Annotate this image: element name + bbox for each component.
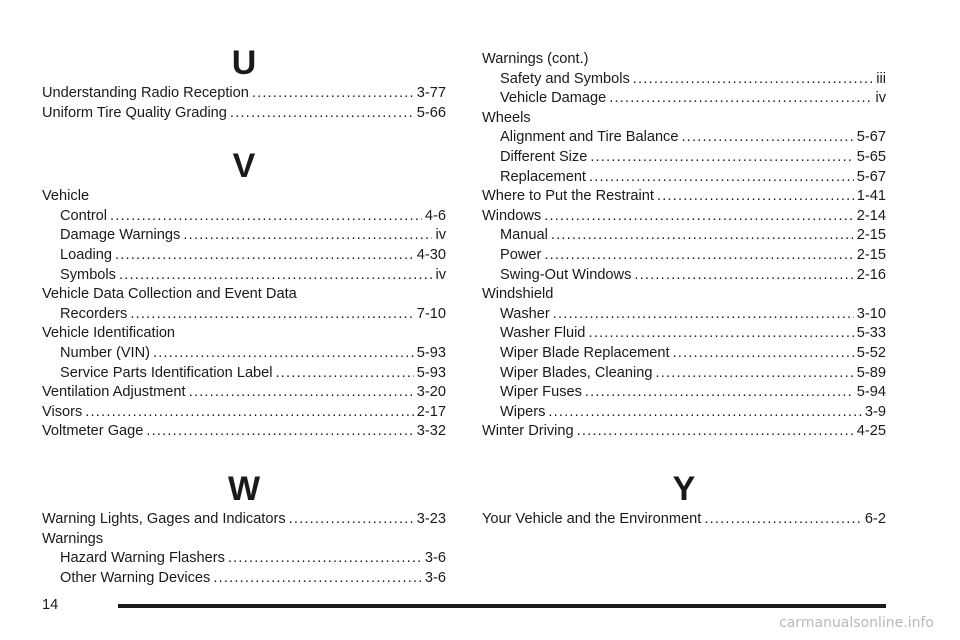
leader-dots	[590, 148, 853, 168]
section-letter: W	[227, 469, 261, 508]
index-entry	[42, 403, 446, 423]
entry-label: Wheels	[482, 109, 531, 126]
index-entry	[482, 510, 886, 530]
entry-page: 3-77	[416, 85, 446, 101]
entry-page: 4-25	[856, 423, 886, 440]
entry-label: Visors	[42, 403, 83, 420]
entry-label: Damage Warnings	[60, 227, 181, 244]
entry-label: Safety and Symbols	[500, 70, 630, 87]
entry-page: 5-93	[416, 364, 446, 381]
entry-page: 3-6	[424, 550, 446, 567]
entry-label: Wiper Blades, Cleaning	[500, 364, 653, 381]
entry-page: 7-10	[416, 305, 446, 322]
entry-page: 5-52	[856, 344, 886, 361]
index-section	[482, 470, 886, 530]
leader-dots	[289, 510, 414, 530]
leader-dots	[183, 226, 432, 246]
leader-dots	[213, 569, 422, 589]
index-entry	[482, 187, 886, 207]
index-entry	[42, 285, 446, 305]
leader-dots	[110, 207, 422, 227]
entry-label: Washer Fluid	[500, 325, 586, 342]
entry-page: 3-9	[864, 403, 886, 420]
index-entry	[42, 104, 446, 124]
entry-label: Service Parts Identification Label	[60, 364, 273, 381]
index-section	[42, 147, 446, 442]
entry-label: Uniform Tire Quality Grading	[42, 104, 227, 121]
entry-page: 1-41	[856, 188, 886, 205]
index-entry	[42, 549, 446, 569]
leader-dots	[577, 422, 854, 442]
entry-label: Understanding Radio Reception	[42, 85, 249, 101]
watermark[interactable]: carmanualsonline.info	[779, 615, 934, 631]
index-entry	[42, 530, 446, 550]
index-entry	[42, 266, 446, 286]
index-entry	[42, 344, 446, 364]
entry-label: Loading	[60, 246, 112, 263]
footer-rule	[118, 604, 886, 608]
entry-label: Where to Put the Restraint	[482, 188, 654, 205]
index-entry	[42, 383, 446, 403]
index-entry	[482, 422, 886, 442]
entry-label: Recorders	[60, 305, 128, 322]
entry-page: 3-10	[856, 305, 886, 322]
entry-label: Replacement	[500, 168, 586, 185]
leader-dots	[115, 246, 414, 266]
index-entry	[482, 246, 886, 266]
leader-dots	[189, 383, 414, 403]
index-entry	[42, 324, 446, 344]
index-entry	[42, 187, 446, 207]
entry-page: 5-89	[856, 364, 886, 381]
leader-dots	[657, 187, 854, 207]
entry-label: Warnings (cont.)	[482, 51, 589, 67]
index-entry	[42, 246, 446, 266]
index-entry	[42, 84, 446, 104]
leader-dots	[656, 364, 854, 384]
index-entry	[482, 168, 886, 188]
entry-label: Warning Lights, Gages and Indicators	[42, 510, 286, 527]
leader-dots	[704, 510, 862, 530]
leader-dots	[681, 128, 853, 148]
entry-label: Vehicle Data Collection and Event Data	[42, 286, 297, 303]
entry-label: Ventilation Adjustment	[42, 384, 186, 401]
entry-label: Manual	[500, 227, 548, 244]
entry-label: Vehicle	[42, 188, 90, 205]
leader-dots	[228, 549, 422, 569]
entry-label: Symbols	[60, 266, 116, 283]
entry-label: Alignment and Tire Balance	[500, 129, 679, 146]
entry-label: Wipers	[500, 403, 546, 420]
index-entry	[42, 510, 446, 530]
entry-label: Vehicle Damage	[500, 90, 607, 107]
index-section	[482, 50, 886, 442]
index-entry	[482, 148, 886, 168]
entry-label: Winter Driving	[482, 423, 574, 440]
entry-label: Washer	[500, 305, 550, 322]
leader-dots	[153, 344, 414, 364]
index-entry	[482, 89, 886, 109]
entry-page: 2-17	[416, 403, 446, 420]
index-entry	[42, 305, 446, 325]
index-entry	[482, 50, 886, 70]
entry-label: Control	[60, 207, 108, 224]
index-entry	[42, 226, 446, 246]
leader-dots	[544, 207, 854, 227]
page-number: 14	[42, 597, 59, 613]
leader-dots	[551, 226, 854, 246]
entry-label: Hazard Warning Flashers	[60, 550, 225, 567]
index-entry	[42, 569, 446, 589]
entry-page: 2-14	[856, 207, 886, 224]
index-entry	[482, 266, 886, 286]
index-column-right	[482, 44, 886, 557]
index-entry	[482, 285, 886, 305]
entry-page: 5-67	[856, 168, 886, 185]
entry-page: iv	[435, 227, 446, 244]
entry-label: Voltmeter Gage	[42, 423, 144, 440]
leader-dots	[673, 344, 854, 364]
entry-page: 4-6	[424, 207, 446, 224]
leader-dots	[589, 168, 854, 188]
leader-dots	[230, 104, 414, 124]
entry-page: 5-33	[856, 325, 886, 342]
section-letter: Y	[672, 469, 696, 508]
leader-dots	[130, 305, 413, 325]
index-entry	[42, 422, 446, 442]
entry-label: Swing-Out Windows	[500, 266, 632, 283]
entry-page: 2-15	[856, 227, 886, 244]
entry-page: 3-6	[424, 569, 446, 586]
index-entry	[42, 364, 446, 384]
index-entry	[482, 383, 886, 403]
entry-label: Other Warning Devices	[60, 569, 211, 586]
index-column-left	[42, 44, 446, 616]
entry-label: Number (VIN)	[60, 344, 151, 361]
index-entry	[482, 305, 886, 325]
index-entry	[482, 403, 886, 423]
entry-page: 3-20	[416, 384, 446, 401]
leader-dots	[609, 89, 872, 109]
leader-dots	[85, 403, 413, 423]
entry-page: iv	[875, 90, 886, 107]
entry-label: Your Vehicle and the Environment	[482, 510, 702, 527]
entry-page: 6-2	[864, 510, 886, 527]
entry-page: 5-66	[416, 104, 446, 121]
entry-label: Different Size	[500, 148, 588, 165]
leader-dots	[585, 383, 854, 403]
section-letter: V	[232, 147, 256, 186]
leader-dots	[548, 403, 862, 423]
entry-page: 4-30	[416, 246, 446, 263]
section-letter: U	[231, 44, 257, 82]
entry-label: Wiper Blade Replacement	[500, 344, 670, 361]
index-section	[42, 44, 446, 123]
entry-label: Vehicle Identification	[42, 325, 176, 342]
entry-page: iii	[876, 70, 886, 87]
entry-label: Power	[500, 246, 542, 263]
leader-dots	[252, 84, 414, 104]
entry-page: 3-23	[416, 510, 446, 527]
leader-dots	[146, 422, 413, 442]
entry-page: 2-16	[856, 266, 886, 283]
leader-dots	[633, 70, 873, 90]
entry-page: 5-93	[416, 344, 446, 361]
leader-dots	[544, 246, 853, 266]
index-entry	[482, 226, 886, 246]
entry-label: Warnings	[42, 530, 104, 547]
index-entry	[42, 207, 446, 227]
index-entry	[482, 109, 886, 129]
index-entry	[482, 344, 886, 364]
entry-page: 5-67	[856, 129, 886, 146]
leader-dots	[588, 324, 853, 344]
entry-page: 2-15	[856, 246, 886, 263]
entry-page: 5-94	[856, 384, 886, 401]
index-entry	[482, 128, 886, 148]
index-entry	[482, 324, 886, 344]
index-section	[42, 470, 446, 588]
entry-label: Windshield	[482, 286, 554, 303]
index-entry	[482, 207, 886, 227]
entry-label: Windows	[482, 207, 542, 224]
leader-dots	[119, 266, 432, 286]
leader-dots	[276, 364, 414, 384]
entry-page: iv	[435, 266, 446, 283]
index-entry	[482, 364, 886, 384]
entry-page: 5-65	[856, 148, 886, 165]
leader-dots	[553, 305, 854, 325]
leader-dots	[634, 266, 853, 286]
entry-page: 3-32	[416, 423, 446, 440]
entry-label: Wiper Fuses	[500, 384, 582, 401]
index-entry	[482, 70, 886, 90]
